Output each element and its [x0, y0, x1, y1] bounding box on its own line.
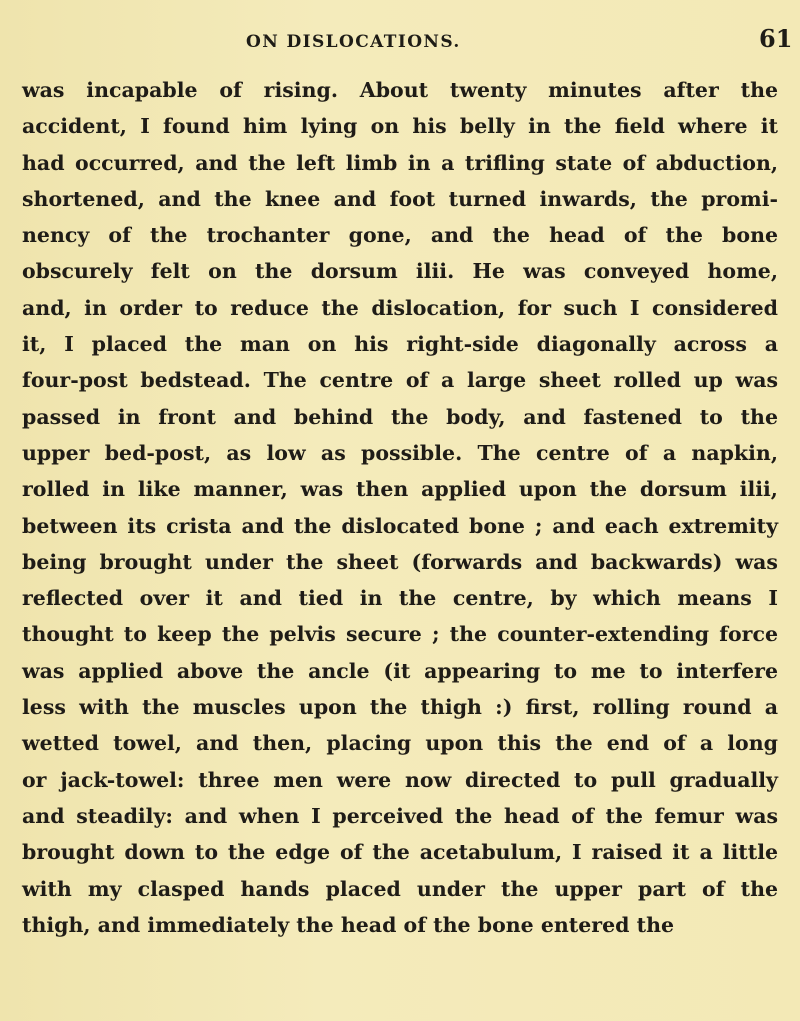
body-text — [22, 72, 800, 943]
text-line: thigh, and immediately the head of the bone entered the — [22, 912, 675, 937]
text-line: and, in order to reduce the dislocation, for such I considered — [22, 295, 778, 320]
text-line: was applied above the ancle (it appearing to me to interfere — [22, 658, 778, 683]
text-line: had occurred, and the left limb in a trifling state of abduction, — [22, 150, 778, 175]
page-number: 61 — [759, 24, 793, 53]
text-line: being brought under the sheet (forwards and backwards) was — [22, 549, 778, 574]
text-line: with my clasped hands placed under the upper part of the — [22, 876, 779, 901]
running-title: ON DISLOCATIONS. — [246, 32, 461, 52]
text-line: four-post bedstead. The centre of a large sheet rolled up was — [22, 368, 779, 393]
text-line: nency of the trochanter gone, and the head of the bone — [22, 223, 779, 248]
text-line: reflected over it and tied in the centre, by which means I — [22, 586, 778, 611]
text-line: accident, I found him lying on his belly in the field where it — [22, 114, 779, 139]
text-line: obscurely felt on the dorsum ilii. He was conveyed home, — [22, 259, 778, 284]
text-line: shortened, and the knee and foot turned inwards, the promi- — [22, 186, 778, 211]
text-line: thought to keep the pelvis secure ; the counter-extending force — [22, 622, 779, 647]
text-line: upper bed-post, as low as possible. The centre of a napkin, — [22, 440, 778, 465]
text-line: between its crista and the dislocated bone ; and each extremity — [22, 513, 778, 538]
text-line: passed in front and behind the body, and fastened to the — [22, 404, 778, 429]
text-line: brought down to the edge of the acetabulum, I raised it a little — [22, 840, 779, 865]
text-line: or jack-towel: three men were now directed to pull gradually — [22, 767, 778, 792]
text-line: and steadily: and when I perceived the head of the femur was — [22, 803, 779, 828]
text-line: it, I placed the man on his right-side diagonally across a — [22, 332, 779, 357]
text-line: wetted towel, and then, placing upon this the end of a long — [22, 731, 778, 756]
text-line: less with the muscles upon the thigh :) first, rolling round a — [22, 695, 779, 720]
running-head — [0, 16, 800, 56]
text-line: was incapable of rising. About twenty minutes after the — [22, 78, 779, 102]
text-line: rolled in like manner, was then applied upon the dorsum ilii, — [22, 477, 778, 502]
